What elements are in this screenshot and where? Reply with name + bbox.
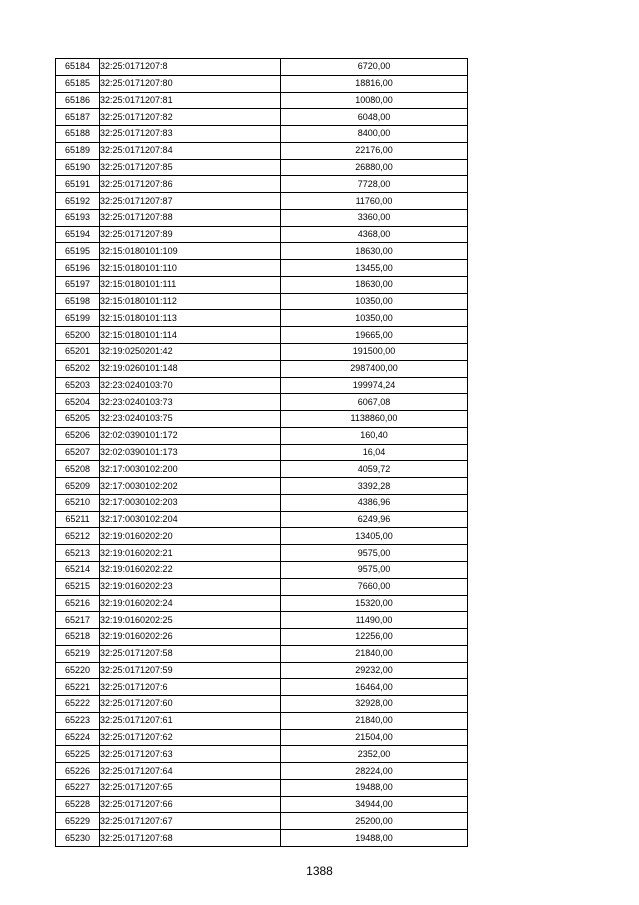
row-id-cell: 65203 <box>56 377 100 394</box>
cadastral-number-cell: 32:25:0171207:6 <box>100 679 281 696</box>
value-cell: 26880,00 <box>281 159 468 176</box>
row-id-cell: 65189 <box>56 142 100 159</box>
value-cell: 4059,72 <box>281 461 468 478</box>
row-id-cell: 65216 <box>56 595 100 612</box>
value-cell: 22176,00 <box>281 142 468 159</box>
table-body <box>56 59 468 847</box>
row-id-cell: 65197 <box>56 276 100 293</box>
row-id-cell: 65211 <box>56 511 100 528</box>
row-id-cell: 65213 <box>56 545 100 562</box>
cadastral-number-cell: 32:25:0171207:85 <box>100 159 281 176</box>
cadastral-number-cell: 32:25:0171207:63 <box>100 746 281 763</box>
cadastral-number-cell: 32:25:0171207:86 <box>100 176 281 193</box>
value-cell: 10350,00 <box>281 293 468 310</box>
row-id-cell: 65191 <box>56 176 100 193</box>
table-row <box>56 779 468 796</box>
table-row <box>56 712 468 729</box>
table-row <box>56 494 468 511</box>
table-row <box>56 830 468 847</box>
value-cell: 18630,00 <box>281 243 468 260</box>
table-row <box>56 595 468 612</box>
cadastral-number-cell: 32:19:0160202:20 <box>100 528 281 545</box>
cadastral-number-cell: 32:17:0030102:203 <box>100 494 281 511</box>
value-cell: 18816,00 <box>281 75 468 92</box>
cadastral-number-cell: 32:25:0171207:80 <box>100 75 281 92</box>
row-id-cell: 65201 <box>56 344 100 361</box>
value-cell: 4368,00 <box>281 226 468 243</box>
table-row <box>56 696 468 713</box>
cadastral-number-cell: 32:15:0180101:114 <box>100 327 281 344</box>
row-id-cell: 65222 <box>56 696 100 713</box>
table-row <box>56 344 468 361</box>
row-id-cell: 65186 <box>56 92 100 109</box>
table-row <box>56 209 468 226</box>
value-cell: 9575,00 <box>281 545 468 562</box>
cadastral-number-cell: 32:25:0171207:61 <box>100 712 281 729</box>
value-cell: 11760,00 <box>281 193 468 210</box>
table-row <box>56 528 468 545</box>
row-id-cell: 65202 <box>56 360 100 377</box>
value-cell: 10080,00 <box>281 92 468 109</box>
value-cell: 19488,00 <box>281 779 468 796</box>
row-id-cell: 65224 <box>56 729 100 746</box>
cadastral-value-table <box>55 58 468 847</box>
table-row <box>56 629 468 646</box>
table-row <box>56 176 468 193</box>
row-id-cell: 65205 <box>56 411 100 428</box>
value-cell: 16464,00 <box>281 679 468 696</box>
cadastral-number-cell: 32:25:0171207:59 <box>100 662 281 679</box>
table-row <box>56 578 468 595</box>
cadastral-number-cell: 32:25:0171207:83 <box>100 126 281 143</box>
row-id-cell: 65206 <box>56 427 100 444</box>
cadastral-number-cell: 32:25:0171207:68 <box>100 830 281 847</box>
table-row <box>56 478 468 495</box>
table-row <box>56 377 468 394</box>
row-id-cell: 65217 <box>56 612 100 629</box>
table-row <box>56 260 468 277</box>
table-row <box>56 427 468 444</box>
value-cell: 32928,00 <box>281 696 468 713</box>
table-row <box>56 746 468 763</box>
table-row <box>56 327 468 344</box>
value-cell: 29232,00 <box>281 662 468 679</box>
cadastral-number-cell: 32:02:0390101:172 <box>100 427 281 444</box>
value-cell: 21840,00 <box>281 712 468 729</box>
value-cell: 10350,00 <box>281 310 468 327</box>
cadastral-number-cell: 32:25:0171207:8 <box>100 59 281 76</box>
row-id-cell: 65215 <box>56 578 100 595</box>
cadastral-number-cell: 32:25:0171207:87 <box>100 193 281 210</box>
table-row <box>56 360 468 377</box>
row-id-cell: 65223 <box>56 712 100 729</box>
row-id-cell: 65207 <box>56 444 100 461</box>
table-row <box>56 662 468 679</box>
table-row <box>56 394 468 411</box>
row-id-cell: 65204 <box>56 394 100 411</box>
row-id-cell: 65212 <box>56 528 100 545</box>
table-row <box>56 59 468 76</box>
cadastral-number-cell: 32:25:0171207:62 <box>100 729 281 746</box>
cadastral-number-cell: 32:15:0180101:113 <box>100 310 281 327</box>
table-row <box>56 796 468 813</box>
cadastral-number-cell: 32:23:0240103:70 <box>100 377 281 394</box>
value-cell: 18630,00 <box>281 276 468 293</box>
value-cell: 16,04 <box>281 444 468 461</box>
cadastral-number-cell: 32:19:0160202:26 <box>100 629 281 646</box>
table-row <box>56 126 468 143</box>
value-cell: 25200,00 <box>281 813 468 830</box>
cadastral-number-cell: 32:25:0171207:60 <box>100 696 281 713</box>
row-id-cell: 65228 <box>56 796 100 813</box>
row-id-cell: 65219 <box>56 645 100 662</box>
cadastral-number-cell: 32:19:0160202:21 <box>100 545 281 562</box>
value-cell: 6249,96 <box>281 511 468 528</box>
value-cell: 6048,00 <box>281 109 468 126</box>
value-cell: 12256,00 <box>281 629 468 646</box>
cadastral-number-cell: 32:25:0171207:58 <box>100 645 281 662</box>
value-cell: 19488,00 <box>281 830 468 847</box>
value-cell: 4386,96 <box>281 494 468 511</box>
value-cell: 2352,00 <box>281 746 468 763</box>
cadastral-number-cell: 32:17:0030102:202 <box>100 478 281 495</box>
cadastral-number-cell: 32:25:0171207:89 <box>100 226 281 243</box>
value-cell: 19665,00 <box>281 327 468 344</box>
value-cell: 6067,08 <box>281 394 468 411</box>
cadastral-number-cell: 32:19:0250201:42 <box>100 344 281 361</box>
row-id-cell: 65221 <box>56 679 100 696</box>
value-cell: 34944,00 <box>281 796 468 813</box>
row-id-cell: 65210 <box>56 494 100 511</box>
table-row <box>56 461 468 478</box>
table-row <box>56 193 468 210</box>
row-id-cell: 65229 <box>56 813 100 830</box>
value-cell: 13405,00 <box>281 528 468 545</box>
value-cell: 15320,00 <box>281 595 468 612</box>
cadastral-number-cell: 32:17:0030102:200 <box>100 461 281 478</box>
row-id-cell: 65187 <box>56 109 100 126</box>
table-row <box>56 545 468 562</box>
cadastral-number-cell: 32:19:0160202:23 <box>100 578 281 595</box>
table-row <box>56 226 468 243</box>
table-row <box>56 645 468 662</box>
row-id-cell: 65185 <box>56 75 100 92</box>
row-id-cell: 65193 <box>56 209 100 226</box>
cadastral-number-cell: 32:25:0171207:67 <box>100 813 281 830</box>
row-id-cell: 65208 <box>56 461 100 478</box>
table-row <box>56 813 468 830</box>
row-id-cell: 65218 <box>56 629 100 646</box>
value-cell: 28224,00 <box>281 763 468 780</box>
cadastral-number-cell: 32:17:0030102:204 <box>100 511 281 528</box>
table-row <box>56 159 468 176</box>
row-id-cell: 65184 <box>56 59 100 76</box>
cadastral-number-cell: 32:25:0171207:88 <box>100 209 281 226</box>
value-cell: 160,40 <box>281 427 468 444</box>
table-row <box>56 561 468 578</box>
cadastral-number-cell: 32:25:0171207:65 <box>100 779 281 796</box>
value-cell: 9575,00 <box>281 561 468 578</box>
value-cell: 21840,00 <box>281 645 468 662</box>
value-cell: 191500,00 <box>281 344 468 361</box>
table-row <box>56 92 468 109</box>
row-id-cell: 65190 <box>56 159 100 176</box>
value-cell: 2987400,00 <box>281 360 468 377</box>
cadastral-number-cell: 32:15:0180101:112 <box>100 293 281 310</box>
value-cell: 7728,00 <box>281 176 468 193</box>
table-row <box>56 763 468 780</box>
row-id-cell: 65188 <box>56 126 100 143</box>
row-id-cell: 65227 <box>56 779 100 796</box>
table-row <box>56 729 468 746</box>
cadastral-number-cell: 32:25:0171207:81 <box>100 92 281 109</box>
row-id-cell: 65195 <box>56 243 100 260</box>
value-cell: 3392,28 <box>281 478 468 495</box>
value-cell: 7660,00 <box>281 578 468 595</box>
cadastral-number-cell: 32:19:0160202:24 <box>100 595 281 612</box>
value-cell: 199974,24 <box>281 377 468 394</box>
row-id-cell: 65230 <box>56 830 100 847</box>
cadastral-number-cell: 32:25:0171207:64 <box>100 763 281 780</box>
row-id-cell: 65199 <box>56 310 100 327</box>
table-row <box>56 142 468 159</box>
table-row <box>56 75 468 92</box>
cadastral-number-cell: 32:19:0260101:148 <box>100 360 281 377</box>
table-row <box>56 511 468 528</box>
cadastral-number-cell: 32:25:0171207:82 <box>100 109 281 126</box>
table-row <box>56 109 468 126</box>
value-cell: 6720,00 <box>281 59 468 76</box>
table-row <box>56 310 468 327</box>
cadastral-number-cell: 32:02:0390101:173 <box>100 444 281 461</box>
row-id-cell: 65192 <box>56 193 100 210</box>
cadastral-number-cell: 32:15:0180101:110 <box>100 260 281 277</box>
cadastral-number-cell: 32:25:0171207:66 <box>100 796 281 813</box>
value-cell: 1138860,00 <box>281 411 468 428</box>
row-id-cell: 65226 <box>56 763 100 780</box>
row-id-cell: 65200 <box>56 327 100 344</box>
cadastral-number-cell: 32:15:0180101:111 <box>100 276 281 293</box>
cadastral-number-cell: 32:23:0240103:73 <box>100 394 281 411</box>
row-id-cell: 65198 <box>56 293 100 310</box>
page-number: 1388 <box>306 864 333 878</box>
row-id-cell: 65196 <box>56 260 100 277</box>
cadastral-number-cell: 32:19:0160202:22 <box>100 561 281 578</box>
value-cell: 8400,00 <box>281 126 468 143</box>
table-row <box>56 612 468 629</box>
cadastral-number-cell: 32:15:0180101:109 <box>100 243 281 260</box>
table-row <box>56 444 468 461</box>
table-row <box>56 411 468 428</box>
value-cell: 21504,00 <box>281 729 468 746</box>
cadastral-number-cell: 32:23:0240103:75 <box>100 411 281 428</box>
row-id-cell: 65214 <box>56 561 100 578</box>
row-id-cell: 65225 <box>56 746 100 763</box>
table-row <box>56 679 468 696</box>
row-id-cell: 65194 <box>56 226 100 243</box>
cadastral-number-cell: 32:25:0171207:84 <box>100 142 281 159</box>
table-row <box>56 293 468 310</box>
table-row <box>56 243 468 260</box>
row-id-cell: 65220 <box>56 662 100 679</box>
value-cell: 13455,00 <box>281 260 468 277</box>
value-cell: 11490,00 <box>281 612 468 629</box>
cadastral-number-cell: 32:19:0160202:25 <box>100 612 281 629</box>
row-id-cell: 65209 <box>56 478 100 495</box>
value-cell: 3360,00 <box>281 209 468 226</box>
table-row <box>56 276 468 293</box>
